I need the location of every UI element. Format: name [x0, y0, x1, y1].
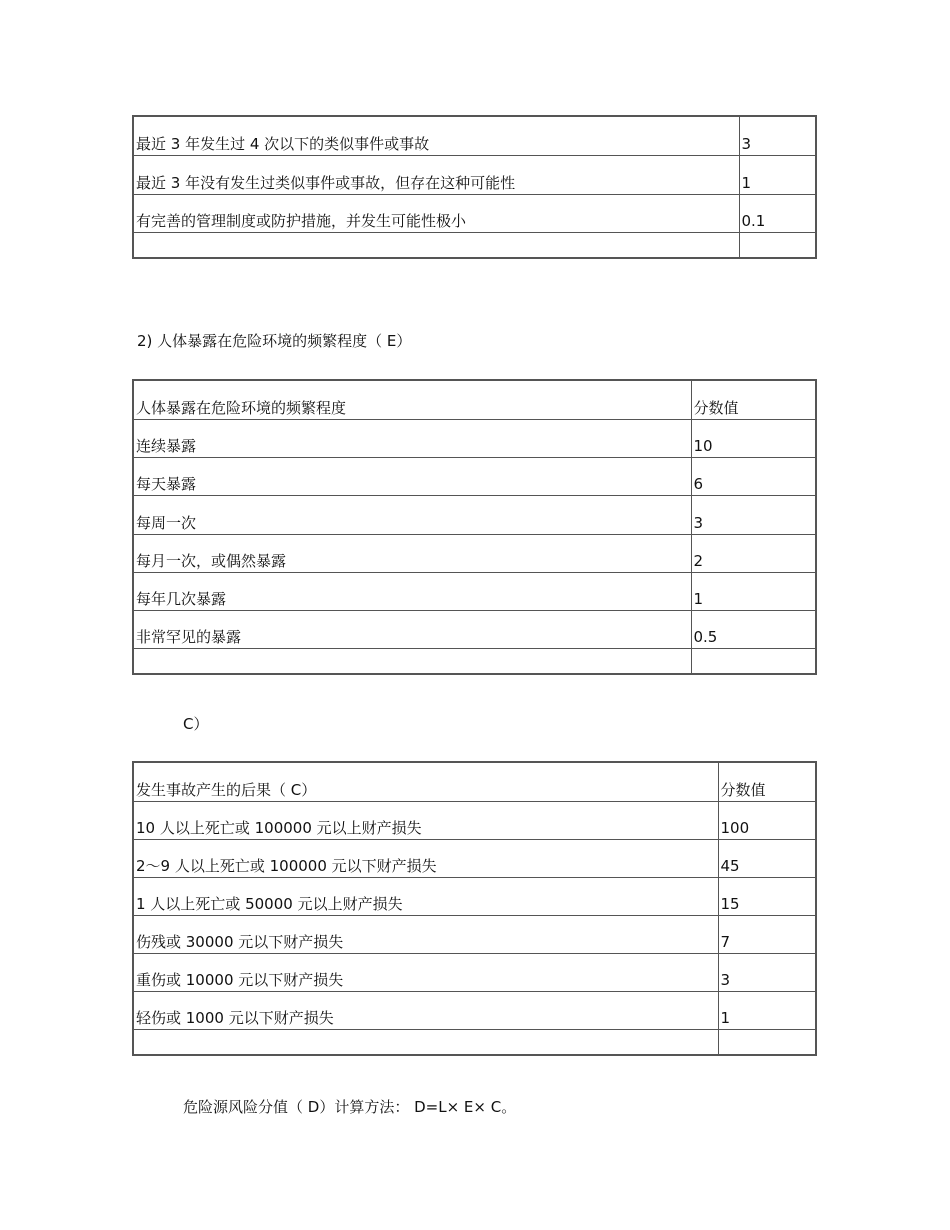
exposure-desc: 连续暴露: [133, 419, 691, 457]
likelihood-score: 1: [739, 155, 816, 194]
table-row: [133, 495, 816, 534]
likelihood-desc: [133, 232, 739, 258]
table-row: [133, 194, 816, 232]
consequence-desc: 2～9 人以上死亡或 100000 元以下财产损失: [133, 839, 718, 877]
exposure-desc: [133, 648, 691, 674]
consequence-score: 45: [718, 839, 816, 877]
table-header-row: [133, 380, 816, 419]
consequence-score: 7: [718, 915, 816, 953]
table-row: [133, 610, 816, 648]
exposure-score: 1: [691, 572, 816, 610]
consequence-score: 100: [718, 801, 816, 839]
likelihood-score: 3: [739, 116, 816, 155]
table-row: [133, 232, 816, 258]
exposure-score: 10: [691, 419, 816, 457]
likelihood-desc: 有完善的管理制度或防护措施，并发生可能性极小: [133, 194, 739, 232]
risk-formula: 危险源风险分值（ D）计算方法： D=L× E× C。: [183, 1098, 517, 1116]
table-row: [133, 155, 816, 194]
exposure-desc: 每天暴露: [133, 457, 691, 495]
exposure-header-score: 分数值: [691, 380, 816, 419]
table-header-row: [133, 762, 816, 801]
exposure-caption: 2) 人体暴露在危险环境的频繁程度（ E）: [137, 332, 412, 350]
table-row: [133, 839, 816, 877]
exposure-table: [132, 379, 817, 675]
exposure-desc: 每年几次暴露: [133, 572, 691, 610]
consequence-table: [132, 761, 817, 1056]
table-row: [133, 457, 816, 495]
consequence-desc: 重伤或 10000 元以下财产损失: [133, 953, 718, 991]
consequence-score: 3: [718, 953, 816, 991]
exposure-score: 6: [691, 457, 816, 495]
exposure-desc: 每月一次，或偶然暴露: [133, 534, 691, 572]
consequence-desc: [133, 1029, 718, 1055]
table-row: [133, 953, 816, 991]
exposure-desc: 非常罕见的暴露: [133, 610, 691, 648]
consequence-header-score: 分数值: [718, 762, 816, 801]
consequence-desc: 1 人以上死亡或 50000 元以上财产损失: [133, 877, 718, 915]
exposure-header-desc: 人体暴露在危险环境的频繁程度: [133, 380, 691, 419]
consequence-score: [718, 1029, 816, 1055]
consequence-desc: 伤残或 30000 元以下财产损失: [133, 915, 718, 953]
exposure-desc: 每周一次: [133, 495, 691, 534]
consequence-desc: 轻伤或 1000 元以下财产损失: [133, 991, 718, 1029]
table-row: [133, 991, 816, 1029]
table-row: [133, 1029, 816, 1055]
exposure-score: [691, 648, 816, 674]
table-row: [133, 801, 816, 839]
consequence-desc: 10 人以上死亡或 100000 元以上财产损失: [133, 801, 718, 839]
table-row: [133, 534, 816, 572]
table-row: [133, 419, 816, 457]
consequence-header-desc: 发生事故产生的后果（ C）: [133, 762, 718, 801]
consequence-score: 1: [718, 991, 816, 1029]
table-row: [133, 915, 816, 953]
consequence-caption: C）: [183, 715, 209, 733]
consequence-score: 15: [718, 877, 816, 915]
likelihood-table: [132, 115, 817, 259]
table-row: [133, 572, 816, 610]
likelihood-desc: 最近 3 年发生过 4 次以下的类似事件或事故: [133, 116, 739, 155]
table-row: [133, 116, 816, 155]
likelihood-score: 0.1: [739, 194, 816, 232]
table-row: [133, 877, 816, 915]
exposure-score: 2: [691, 534, 816, 572]
likelihood-desc: 最近 3 年没有发生过类似事件或事故，但存在这种可能性: [133, 155, 739, 194]
likelihood-score: [739, 232, 816, 258]
exposure-score: 0.5: [691, 610, 816, 648]
table-row: [133, 648, 816, 674]
exposure-score: 3: [691, 495, 816, 534]
